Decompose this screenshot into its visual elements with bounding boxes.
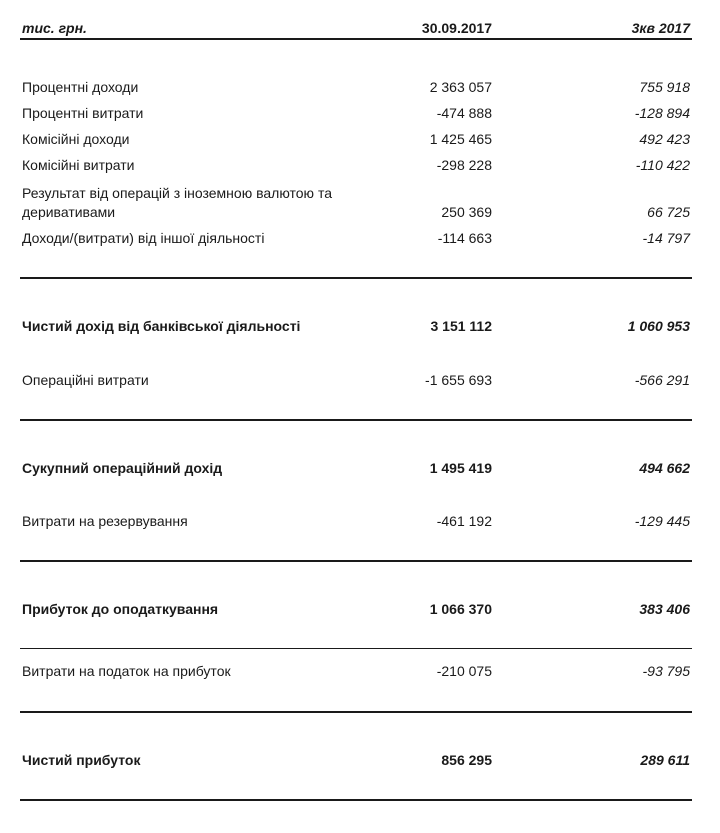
column-header-quarter: 3кв 2017	[631, 20, 690, 36]
unit-label: тис. грн.	[22, 20, 87, 36]
row-value-quarter: 66 725	[647, 204, 690, 220]
row-label-interest-income: Процентні доходи	[22, 79, 139, 95]
row-value-date: 2 363 057	[429, 79, 492, 95]
row-label-net-profit: Чистий прибуток	[22, 752, 141, 768]
row-value-date: -210 075	[436, 663, 492, 679]
row-value-date: -298 228	[436, 157, 492, 173]
row-value-date: -474 888	[436, 105, 492, 121]
row-value-quarter: 289 611	[640, 752, 690, 768]
row-value-date: -461 192	[436, 513, 492, 529]
row-value-quarter: 383 406	[639, 601, 690, 617]
row-label-total-operating-income: Сукупний операційний дохід	[22, 460, 223, 476]
row-value-quarter: -110 422	[635, 157, 690, 173]
row-label-provisioning: Витрати на резервування	[22, 513, 188, 529]
bottom-rule	[20, 799, 692, 801]
row-value-quarter: 1 060 953	[627, 318, 690, 334]
section-rule	[20, 419, 692, 421]
section-rule	[20, 560, 692, 562]
header-rule	[20, 38, 692, 40]
row-value-date: -114 663	[437, 230, 492, 246]
column-header-date: 30.09.2017	[421, 20, 492, 36]
row-value-date: 1 495 419	[429, 460, 492, 476]
row-value-quarter: -129 445	[634, 513, 690, 529]
row-value-date: 1 066 370	[429, 601, 492, 617]
row-label-operating-expenses: Операційні витрати	[22, 372, 149, 388]
row-value-quarter: -93 795	[642, 663, 690, 679]
row-label-commission-expense: Комісійні витрати	[22, 157, 135, 173]
row-value-date: 856 295	[441, 752, 492, 768]
row-label-income-tax: Витрати на податок на прибуток	[22, 663, 231, 679]
section-rule	[20, 277, 692, 279]
row-label-net-banking-income: Чистий дохід від банківської діяльності	[22, 318, 301, 334]
section-rule	[20, 711, 692, 713]
row-value-quarter: 755 918	[639, 79, 690, 95]
row-value-quarter: -128 894	[634, 105, 690, 121]
row-value-date: 1 425 465	[429, 131, 492, 147]
row-value-quarter: -566 291	[634, 372, 690, 388]
row-value-date: 3 151 112	[430, 318, 492, 334]
row-value-quarter: 492 423	[639, 131, 690, 147]
row-label-fx-result-line2: деривативами	[22, 204, 116, 220]
row-label-interest-expense: Процентні витрати	[22, 105, 144, 121]
row-value-quarter: -14 797	[642, 230, 690, 246]
section-rule	[20, 648, 692, 649]
row-label-other-activity: Доходи/(витрати) від іншої діяльності	[22, 230, 265, 246]
row-label-fx-result-line1: Результат від операцій з іноземною валютою та	[22, 185, 332, 201]
row-label-profit-before-tax: Прибуток до оподаткування	[22, 601, 219, 617]
row-value-quarter: 494 662	[639, 460, 690, 476]
row-value-date: 250 369	[441, 204, 492, 220]
row-value-date: -1 655 693	[425, 372, 492, 388]
row-label-commission-income: Комісійні доходи	[22, 131, 130, 147]
